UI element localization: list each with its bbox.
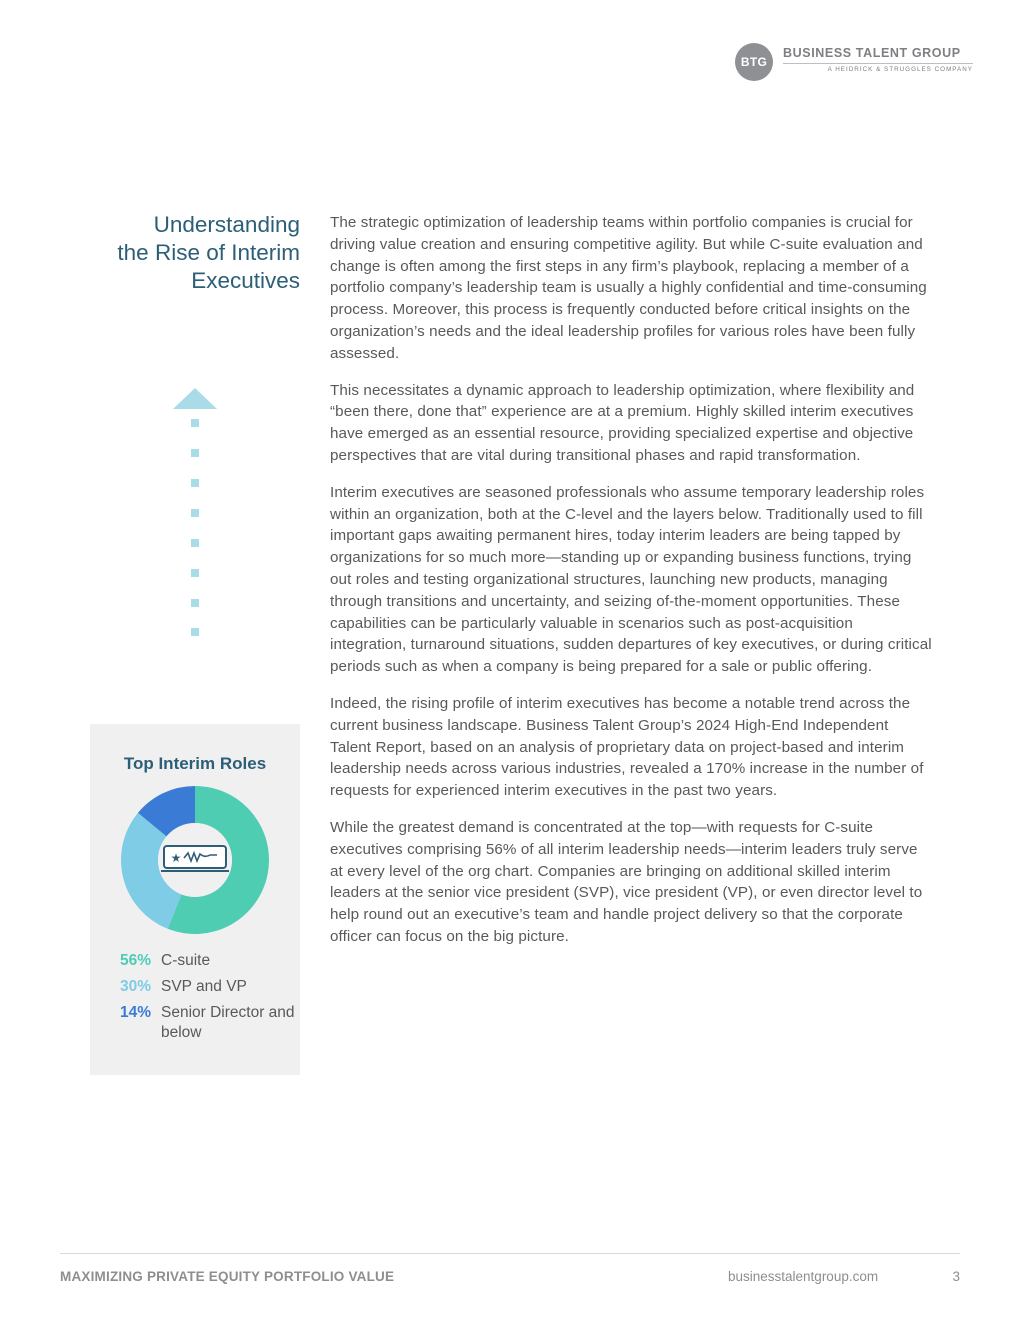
donut-chart [120,785,270,935]
legend-item [120,1003,295,1043]
body-paragraph-4: Indeed, the rising profile of interim executives has become a notable trend across the current business landscape. Business Talent Group’s 2024 High-End Independent Talent Report, based on an analysis of proprietary data on project-based and interim leadership needs across various industries, revealed a 170% increase in the number of requests for experienced interim executives in the past two years. [330,694,924,800]
logo-tagline: A HEIDRICK & STRUGGLES COMPANY [827,66,973,73]
up-arrow-icon [173,388,217,638]
logo-wordmark: BUSINESS TALENT GROUP [783,46,961,60]
logo-divider [783,63,973,64]
section-title-line-3: Executives [191,268,300,293]
certificate-icon [161,846,229,871]
section-title-line-1: Understanding [153,212,300,237]
section-title [60,211,300,295]
company-logo [735,42,975,78]
legend-value: 14% [120,1004,152,1021]
section-title-line-2: the Rise of Interim [117,240,300,265]
legend-item [120,951,295,971]
legend-label: Senior Director and below [161,1004,295,1041]
body-paragraph-3: Interim executives are seasoned professionals who assume temporary leadership roles within an organization, both at the C-level and the layers below. Traditionally used to fill important gaps awaiting permanent hires, today interim leaders are being tapped by organizations for so much more—standing up or expanding business functions, trying out roles and testing organizational structures, launching new products, managing through transitions and uncertainty, and seizing of-the-moment opportunities. These capabilities can be particularly valuable in scenarios such as post-acquisition integration, turnaround situations, sudden departures of key executives, or during critical periods such as when a company is being prepared for a sale or public offering. [330,483,932,676]
legend-label: C-suite [161,952,211,969]
legend-value: 30% [120,978,152,995]
footer-divider [60,1253,960,1254]
chart-legend [120,951,295,1049]
top-interim-roles-box [90,724,300,1075]
body-paragraph-1: The strategic optimization of leadership teams within portfolio companies is crucial for driving value creation and ensuring competitive agility. But while C-suite evaluation and change is often among the first steps in any firm’s playbook, replacing a member of a portfolio company’s leadership team is usually a highly confidential and time-consuming process. Moreover, this process is frequently conducted before critical insights on the organization’s needs and the ideal leadership profiles for various roles have been fully assessed. [330,214,927,362]
box-title: Top Interim Roles [123,754,267,773]
legend-value: 56% [120,952,152,969]
body-paragraph-2: This necessitates a dynamic approach to leadership optimization, where flexibility and “been there, done that” experience are at a premium. Highly skilled interim executives have emerged as an essential resource, providing specialized expertise and objective perspectives that are vital during transitional phases and rapid transformation. [330,381,915,464]
legend-label: SVP and VP [161,978,247,995]
legend-item [120,977,295,997]
footer-document-title: MAXIMIZING PRIVATE EQUITY PORTFOLIO VALUE [60,1269,395,1284]
footer-url[interactable]: businesstalentgroup.com [728,1269,879,1284]
svg-text:★: ★ [170,851,182,865]
body-text [330,212,932,963]
body-paragraph-5: While the greatest demand is concentrated at the top—with requests for C-suite executives comprising 56% of all interim leadership needs—interim leaders truly serve at every level of the org chart. Companies are bringing on additional skilled interim leaders at the senior vice president (SVP), vice president (VP), or even director level to help round out an executive’s team and handle project delivery so that the corporate officer can focus on the big picture. [330,818,923,945]
page-number: 3 [952,1269,960,1284]
logo-badge: BTG [735,43,773,81]
